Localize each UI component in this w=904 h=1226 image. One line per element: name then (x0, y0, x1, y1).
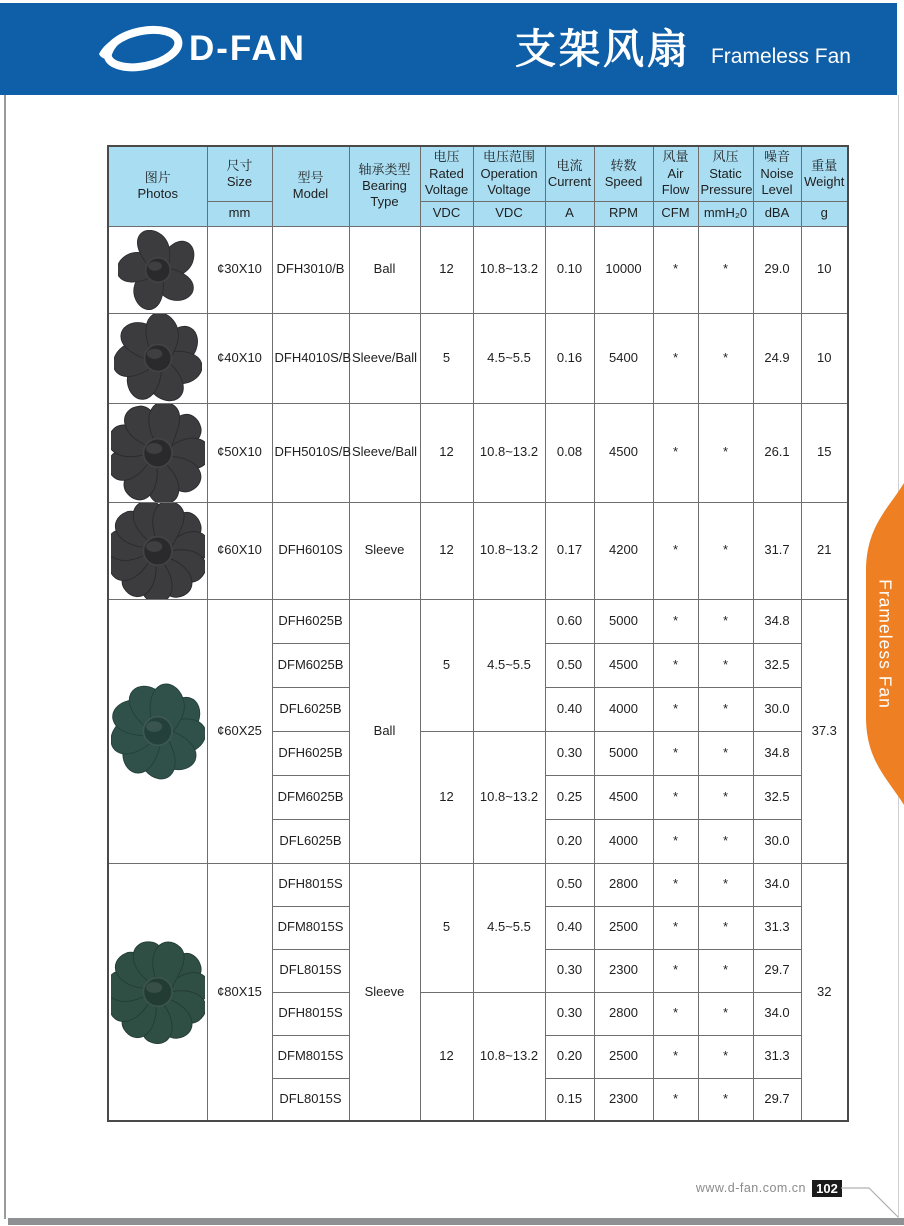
cell-pressure: * (698, 731, 753, 775)
cell-noise: 29.7 (753, 949, 801, 992)
brand-logo (95, 20, 306, 78)
footer-corner-line (841, 1180, 901, 1220)
cell-rated: 12 (420, 731, 473, 863)
cell-speed: 5000 (594, 599, 653, 643)
cell-air-flow: * (653, 403, 698, 502)
cell-air-flow: * (653, 731, 698, 775)
cell-noise: 26.1 (753, 403, 801, 502)
cell-noise: 32.5 (753, 643, 801, 687)
table-row (108, 403, 848, 502)
fan-photo-cell (108, 599, 207, 863)
cell-current: 0.30 (545, 992, 594, 1035)
cell-current: 0.15 (545, 1078, 594, 1121)
cell-noise: 24.9 (753, 313, 801, 403)
cell-current: 0.16 (545, 313, 594, 403)
cell-air-flow: * (653, 819, 698, 863)
cell-speed: 2300 (594, 1078, 653, 1121)
cell-speed: 2800 (594, 992, 653, 1035)
cell-model: DFH4010S/B (272, 313, 349, 403)
cell-pressure: * (698, 949, 753, 992)
cell-rated: 12 (420, 403, 473, 502)
cell-current: 0.40 (545, 906, 594, 949)
table-row (108, 599, 848, 643)
cell-model: DFM6025B (272, 775, 349, 819)
col-header-current: 电流 Current (545, 146, 594, 201)
unit-static-pressure: mmH₂0 (698, 201, 753, 226)
cell-size: ¢60X25 (207, 599, 272, 863)
fan-photo (111, 314, 205, 402)
unit-noise: dBA (753, 201, 801, 226)
cell-noise: 30.0 (753, 687, 801, 731)
cell-operation: 4.5~5.5 (473, 599, 545, 731)
page-title-zh: 支架风扇 (514, 25, 691, 72)
cell-pressure: * (698, 906, 753, 949)
cell-speed: 2500 (594, 1035, 653, 1078)
cell-air-flow: * (653, 1035, 698, 1078)
cell-model: DFL6025B (272, 687, 349, 731)
cell-rated: 12 (420, 502, 473, 599)
cell-model: DFH3010/B (272, 226, 349, 313)
unit-speed: RPM (594, 201, 653, 226)
header-bar (0, 3, 897, 95)
col-header-model: 型号 Model (272, 146, 349, 226)
fan-spec-table (107, 145, 849, 1122)
cell-speed: 4000 (594, 687, 653, 731)
cell-rated: 5 (420, 863, 473, 992)
cell-operation: 10.8~13.2 (473, 502, 545, 599)
cell-rated: 5 (420, 599, 473, 731)
fan-photo (111, 230, 205, 310)
cell-speed: 4500 (594, 643, 653, 687)
cell-pressure: * (698, 687, 753, 731)
cell-current: 0.30 (545, 731, 594, 775)
cell-rated: 5 (420, 313, 473, 403)
brand-name: D-FAN (189, 29, 306, 68)
cell-speed: 2800 (594, 863, 653, 906)
cell-weight: 32 (801, 863, 848, 1121)
unit-rated-voltage: VDC (420, 201, 473, 226)
cell-rated: 12 (420, 992, 473, 1121)
cell-current: 0.20 (545, 1035, 594, 1078)
fan-photo-cell (108, 403, 207, 502)
cell-noise: 31.3 (753, 906, 801, 949)
col-header-weight: 重量 Weight (801, 146, 848, 201)
cell-pressure: * (698, 403, 753, 502)
cell-weight: 10 (801, 313, 848, 403)
footer-url: www.d-fan.com.cn (695, 1181, 806, 1195)
cell-weight: 10 (801, 226, 848, 313)
cell-speed: 4200 (594, 502, 653, 599)
cell-speed: 5400 (594, 313, 653, 403)
unit-current: A (545, 201, 594, 226)
cell-current: 0.50 (545, 643, 594, 687)
cell-noise: 31.7 (753, 502, 801, 599)
cell-air-flow: * (653, 643, 698, 687)
cell-model: DFH6025B (272, 599, 349, 643)
cell-current: 0.50 (545, 863, 594, 906)
col-header-rated-voltage: 电压 Rated Voltage (420, 146, 473, 201)
cell-noise: 34.0 (753, 863, 801, 906)
cell-bearing: Ball (349, 599, 420, 863)
cell-noise: 29.0 (753, 226, 801, 313)
cell-size: ¢50X10 (207, 403, 272, 502)
cell-noise: 34.8 (753, 599, 801, 643)
cell-current: 0.25 (545, 775, 594, 819)
cell-bearing: Sleeve (349, 863, 420, 1121)
cell-pressure: * (698, 992, 753, 1035)
fan-photo-cell (108, 502, 207, 599)
page-edge-bottom (8, 1218, 904, 1225)
cell-air-flow: * (653, 1078, 698, 1121)
fan-photo-cell (108, 313, 207, 403)
cell-noise: 34.8 (753, 731, 801, 775)
table-row (108, 502, 848, 599)
col-header-noise: 噪音 Noise Level (753, 146, 801, 201)
fan-photo (111, 937, 205, 1047)
side-tab-label: Frameless Fan (875, 579, 896, 709)
page-number-badge: 102 (812, 1180, 842, 1197)
fan-photo-cell (108, 226, 207, 313)
cell-model: DFL8015S (272, 1078, 349, 1121)
side-tab-frameless-fan (852, 483, 904, 805)
cell-model: DFH5010S/B (272, 403, 349, 502)
cell-pressure: * (698, 819, 753, 863)
cell-pressure: * (698, 502, 753, 599)
cell-air-flow: * (653, 992, 698, 1035)
cell-current: 0.08 (545, 403, 594, 502)
col-header-photos: 图片 Photos (108, 146, 207, 226)
cell-current: 0.40 (545, 687, 594, 731)
cell-air-flow: * (653, 687, 698, 731)
cell-pressure: * (698, 863, 753, 906)
cell-model: DFH6010S (272, 502, 349, 599)
cell-size: ¢60X10 (207, 502, 272, 599)
cell-model: DFM6025B (272, 643, 349, 687)
table-row (108, 313, 848, 403)
cell-pressure: * (698, 1035, 753, 1078)
cell-size: ¢30X10 (207, 226, 272, 313)
fan-photo-cell (108, 863, 207, 1121)
col-header-size: 尺寸 Size (207, 146, 272, 201)
cell-air-flow: * (653, 599, 698, 643)
cell-air-flow: * (653, 226, 698, 313)
cell-bearing: Ball (349, 226, 420, 313)
cell-air-flow: * (653, 863, 698, 906)
cell-model: DFL6025B (272, 819, 349, 863)
cell-pressure: * (698, 226, 753, 313)
cell-speed: 4000 (594, 819, 653, 863)
cell-speed: 4500 (594, 403, 653, 502)
cell-air-flow: * (653, 502, 698, 599)
cell-current: 0.60 (545, 599, 594, 643)
unit-air-flow: CFM (653, 201, 698, 226)
col-header-speed: 转数 Speed (594, 146, 653, 201)
col-header-bearing: 轴承类型 Bearing Type (349, 146, 420, 226)
cell-operation: 4.5~5.5 (473, 313, 545, 403)
page-titles (514, 25, 851, 72)
unit-operation-voltage: VDC (473, 201, 545, 226)
cell-current: 0.20 (545, 819, 594, 863)
cell-bearing: Sleeve/Ball (349, 403, 420, 502)
cell-operation: 10.8~13.2 (473, 992, 545, 1121)
table-row (108, 226, 848, 313)
cell-noise: 32.5 (753, 775, 801, 819)
fan-photo (111, 503, 205, 599)
cell-speed: 2300 (594, 949, 653, 992)
col-header-operation-voltage: 电压范围 Operation Voltage (473, 146, 545, 201)
cell-pressure: * (698, 643, 753, 687)
cell-operation: 10.8~13.2 (473, 226, 545, 313)
cell-air-flow: * (653, 949, 698, 992)
cell-bearing: Sleeve (349, 502, 420, 599)
cell-weight: 37.3 (801, 599, 848, 863)
col-header-static-pressure: 风压 Static Pressure (698, 146, 753, 201)
fan-photo (111, 678, 205, 784)
cell-pressure: * (698, 775, 753, 819)
cell-weight: 21 (801, 502, 848, 599)
cell-operation: 4.5~5.5 (473, 863, 545, 992)
cell-noise: 30.0 (753, 819, 801, 863)
cell-size: ¢40X10 (207, 313, 272, 403)
cell-air-flow: * (653, 313, 698, 403)
cell-operation: 10.8~13.2 (473, 731, 545, 863)
table-row (108, 863, 848, 906)
cell-model: DFH6025B (272, 731, 349, 775)
col-header-air-flow: 风量 Air Flow (653, 146, 698, 201)
cell-operation: 10.8~13.2 (473, 403, 545, 502)
dfan-swoosh-icon (95, 20, 187, 78)
fan-photo (111, 404, 205, 502)
cell-speed: 4500 (594, 775, 653, 819)
cell-pressure: * (698, 1078, 753, 1121)
cell-speed: 10000 (594, 226, 653, 313)
cell-noise: 31.3 (753, 1035, 801, 1078)
cell-model: DFH8015S (272, 992, 349, 1035)
cell-bearing: Sleeve/Ball (349, 313, 420, 403)
page-edge-left (4, 95, 6, 1219)
cell-model: DFM8015S (272, 1035, 349, 1078)
cell-current: 0.30 (545, 949, 594, 992)
cell-noise: 34.0 (753, 992, 801, 1035)
cell-weight: 15 (801, 403, 848, 502)
cell-rated: 12 (420, 226, 473, 313)
page-title-en: Frameless Fan (710, 44, 851, 68)
cell-size: ¢80X15 (207, 863, 272, 1121)
cell-air-flow: * (653, 906, 698, 949)
cell-noise: 29.7 (753, 1078, 801, 1121)
cell-air-flow: * (653, 775, 698, 819)
cell-speed: 5000 (594, 731, 653, 775)
unit-weight: g (801, 201, 848, 226)
cell-speed: 2500 (594, 906, 653, 949)
cell-model: DFM8015S (272, 906, 349, 949)
cell-current: 0.17 (545, 502, 594, 599)
cell-pressure: * (698, 599, 753, 643)
cell-current: 0.10 (545, 226, 594, 313)
cell-model: DFH8015S (272, 863, 349, 906)
cell-pressure: * (698, 313, 753, 403)
cell-model: DFL8015S (272, 949, 349, 992)
unit-size: mm (207, 201, 272, 226)
